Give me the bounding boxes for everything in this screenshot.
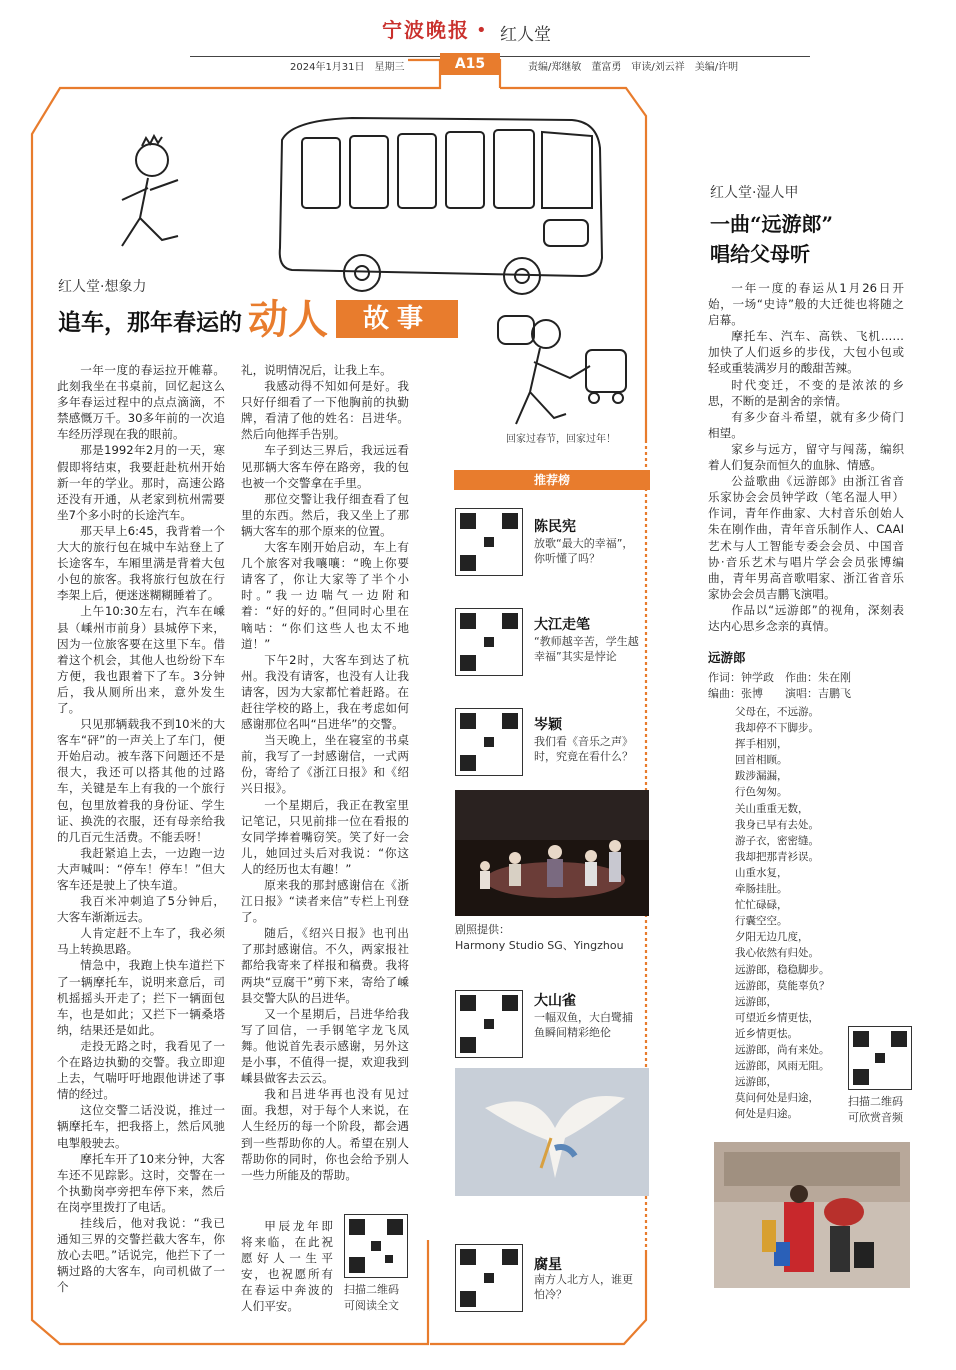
paragraph: 有多少奋斗希望，就有多少倚门相望。 [708,409,904,440]
paragraph: 作品以“远游郎”的视角，深刻表达内心思乡念亲的真情。 [708,602,904,633]
header-dot: • [476,20,487,41]
song-title: 远游郎 [708,650,746,665]
paragraph: 又一个星期后，吕进华给我写了回信，一手钢笔字龙飞凤舞。他说首先表示感谢，另外这是小事，不值得一提，欢迎我到嵊县做客去云云。 [241,1006,409,1086]
paragraph: 上午10:30左右，汽车在嵊县（嵊州市前身）县城停下来，因为一位旅客要在这里下车。借着这个机会，其他人也纷纷下车方便，我也跟着下了车。3分钟后，我从厕所出来，意外发生了。 [57,604,225,715]
qr-code-icon[interactable] [344,1214,408,1278]
paragraph: 只见那辆载我不到10米的大客车“砰”的一声关上了车门，便开始启动。被车落下问题还不是很大，我还可以搭其他的过路车，关键是车上有我的一个旅行包，包里放着我的身份证、学生证、换洗的衣服，还有母亲给我的几百元生活费。不能丢呀！ [57,717,225,844]
paragraph: 时代变迁，不变的是浓浓的乡思，不断的是割舍的亲情。 [708,377,904,408]
paragraph: 公益歌曲《远游郎》由浙江省音乐家协会会员钟学政（笔名湿人甲）作词，青年作曲家、大村音乐创始人朱在刚作曲，青年音乐制作人、CAAI艺术与人工智能专委会会员、中国音协·音乐艺术与唱片学会会员张博编曲，青年男高音歌唱家、浙江省音乐家协会会员吉鹏飞演唱。 [708,474,904,601]
recommend-item-desc: 我们看《音乐之声》时，究竟在看什么？ [534,735,633,763]
lyric-line: 挥手相别， [735,738,788,751]
paragraph: 人肯定赶不上车了，我必须马上转换思路。 [57,926,225,957]
page-number-tab: A15 [440,53,500,75]
paragraph: 挂线后，他对我说：“我已通知三界的交警拦截大客车，你放心去吧。”话说完，他拦下了一辆过路的大客车，向司机做了一个 [57,1215,225,1295]
lyric-line: 远游郎，稳稳脚步。 [735,963,830,976]
qr-code-icon[interactable] [455,608,523,676]
paragraph: 一年一度的春运从1月26日开始，一场“史诗”般的大迁徙也将随之启幕。 [708,281,904,328]
photo-credit-line-1: 剧照提供： [455,923,510,936]
running-man-icon [122,136,178,246]
lyric-line: 我心依然有归处。 [735,947,819,960]
issue-date: 2024年1月31日 星期三 [290,62,405,73]
paragraph: 当天晚上，坐在寝室的书桌前，我写了一封感谢信，一式两份，寄给了《浙江日报》和《绍兴日报》。 [241,733,409,796]
lyric-line: 牵肠挂肚。 [735,883,788,896]
song-lyrics [735,704,865,1122]
paragraph: 我百米冲刺追了5分钟后，大客车渐渐远去。 [57,894,225,925]
lyric-line: 忙忙碌碌， [735,899,788,912]
paragraph: 下午2时，大客车到达了杭州。我没有请客，也没有人让我请客，因为大家都忙着赶路。在赶往学校的路上，我在考虑如何感谢那位名叫“吕进华”的交警。 [241,652,409,732]
traveler-illustration [470,302,650,452]
paragraph: 情急中，我跑上快车道拦下了一辆摩托车，说明来意后，司机摇摇头开走了；拦下一辆面包车，也是如此；又拦下一辆桑塔纳，结果还是如此。 [57,958,225,1037]
lyric-line: 可望近乡情更怯， [735,1011,819,1024]
qr-caption-line-1: 扫描二维码 [344,1283,399,1296]
lyric-line: 山重水复， [735,866,788,879]
lyric-line: 行囊空空。 [735,915,788,928]
recommend-item-name: 陈民宪 [534,519,576,535]
main-kicker: 红人堂·想象力 [58,279,147,295]
song-credits-2: 编曲：张博 演唱：吉鹏飞 [708,687,851,700]
side-headline-line-2: 唱给父母听 [710,242,810,266]
masthead-logo: 宁波晚报 [382,18,470,42]
recommend-item-name: 腐星 [534,1257,562,1273]
lyric-line: 我却把那青衫误。 [735,850,819,863]
paragraph: 原来我的那封感谢信在《浙江日报》“读者来信”专栏上刊登了。 [241,878,409,925]
qr-code-icon[interactable] [848,1026,912,1090]
recommend-item-desc: 一幅双鱼，大白鹭捕鱼瞬间精彩绝伦 [534,1011,633,1039]
side-column [708,280,904,634]
egret-photo [455,1068,649,1196]
lyric-line: 近乡情更怯。 [735,1027,798,1040]
paragraph: 大客车刚开始启动，车上有几个旅客对我嚷嚷：“晚上你要请客了，你让大家等了半个小时。”我一边喘气一边附和着：“好的好的。”但同时心里在嘀咕：“你们这些人也太不地道！” [241,540,409,651]
recommend-item-name: 大山雀 [534,993,576,1009]
lyric-line: 远游郎， [735,995,777,1008]
lyric-line: 行色匆匆。 [735,786,788,799]
header-rule [190,56,810,57]
main-column-2 [241,362,409,1183]
main-headline-part-b: 动人 [248,296,328,343]
lyric-line: 回首相顾。 [735,754,788,767]
lyric-line: 远游郎， [735,1076,777,1089]
recommend-item-name: 大江走笔 [534,617,590,633]
side-kicker: 红人堂·湿人甲 [710,185,799,201]
lyric-line: 莫问何处是归途， [735,1092,819,1105]
qr-caption-line-1: 扫描二维码 [848,1095,903,1108]
paragraph: 家乡与远方，留守与闯荡，编织着人们复杂而恒久的血脉、情感。 [708,441,904,473]
stage-photo [455,790,649,916]
lyric-line: 游子衣，密密缝。 [735,834,819,847]
paragraph: 那天早上6:45，我背着一个大大的旅行包在城中车站登上了长途客车，车厢里满是背着大包小包的旅客。我将旅行包放在行李架上后，便迷迷糊糊睡着了。 [57,523,225,603]
lyric-line: 跋涉漏漏， [735,770,788,783]
paragraph: 走投无路之时，我看见了一个在路边执勤的交警。我立即迎上去，气喘吁吁地跟他讲述了事情的经过。 [57,1038,225,1102]
lyric-line: 夕阳无边几度， [735,931,809,944]
paragraph: 随后，《绍兴日报》也刊出了那封感谢信。不久，两家报社都给我寄来了样报和稿费。我将两块“豆腐干”剪下来，寄给了嵊县交警大队的吕进华。 [241,926,409,1005]
recommend-header: 推荐榜 [454,470,650,490]
editor-credits: 责编/郑继敏 董富勇 审读/刘云祥 美编/许明 [528,62,739,73]
lyric-line: 何处是归途。 [735,1108,798,1121]
main-column-2-end [241,1218,333,1315]
lyric-line: 父母在，不远游。 [735,706,819,718]
paragraph: 摩托车开了10来分钟，大客车还不见踪影。这时，交警在一个执勤岗亭旁把车停下来，然后在岗亭里拨打了电话。 [57,1151,225,1214]
recommend-item-desc: 南方人北方人，谁更怕冷？ [534,1273,633,1301]
paragraph: 那是1992年2月的一天，寒假即将结束，我要赶赴杭州开始新一年的学业。那时，高速公路还没有开通，从老家到杭州需要坐7个多小时的长途汽车。 [57,443,225,522]
station-photo [714,1142,910,1288]
bus-illustration [92,108,612,298]
paragraph: 一个星期后，我正在教室里记笔记，只见前排一位在看报的女同学捧着嘴窃笑。笑了好一会儿，她回过头后对我说：“你这人的经历也太有趣！” [241,797,409,876]
lyric-line: 远游郎，莫能辜负？ [735,979,830,992]
qr-code-icon[interactable] [455,1244,523,1312]
paragraph: 车子到达三界后，我远远看见那辆大客车停在路旁，我的包也被一个交警拿在手里。 [241,443,409,490]
side-headline-line-1: 一曲“远游郎” [710,212,834,236]
paragraph: 摩托车、汽车、高铁、飞机……加快了人们返乡的步伐，大包小包或轻或重装满岁月的酸甜苦辣。 [708,329,904,376]
paragraph: 甲辰龙年即将来临，在此祝愿好人一生平安，也祝愿所有在春运中奔波的人们平安。 [241,1219,333,1314]
qr-code-icon[interactable] [455,708,523,776]
lyric-line: 远游郎，尚有来处。 [735,1043,830,1056]
paragraph: 我赶紧追上去，一边跑一边大声喊叫：“停车！停车！”但大客车还是驶上了快车道。 [57,845,225,892]
paragraph: 我和吕进华再也没有见过面。我想，对于每个人来说，在人生经历的每一个阶段，都会遇到一些帮助你的人。希望在别人帮助你的同时，你也会给予别人一些力所能及的帮助。 [241,1087,409,1182]
paragraph: 那位交警让我仔细查看了包里的东西。然后，我又坐上了那辆大客车的那个原来的位置。 [241,491,409,538]
recommend-item-desc: 放歌“最大的幸福”，你听懂了吗？ [534,537,634,565]
qr-caption-line-2: 可欣赏音频 [848,1111,903,1124]
lyric-line: 远游郎，风雨无阻。 [735,1060,830,1073]
paragraph: 礼，说明情况后，让我上车。 [241,363,392,377]
paragraph: 一年一度的春运拉开帷幕。此刻我坐在书桌前，回忆起这么多年春运过程中的点点滴滴，不禁感慨万千。30多年前的一次追车经历浮现在我的眼前。 [57,363,225,442]
main-headline-part-a: 追车，那年春运的 [58,309,242,336]
song-credits-1: 作词：钟学政 作曲：朱在刚 [708,671,851,684]
lyric-line: 我却停不下脚步。 [735,722,819,735]
recommend-item-name: 岑颖 [534,717,562,733]
recommend-item-desc: “教师越辛苦，学生越幸福”其实是悖论 [534,635,639,663]
paragraph: 我感动得不知如何是好。我只好仔细看了一下他胸前的执勤牌，看清了他的姓名：吕进华。然后向他挥手告别。 [241,379,409,442]
illustration-caption: 回家过春节，回家过年！ [506,434,616,445]
qr-code-icon[interactable] [455,508,523,576]
paragraph: 这位交警二话没说，推过一辆摩托车，把我搭上，然后风驰电掣般驶去。 [57,1103,225,1150]
lyric-line: 关山重重无数， [735,802,809,815]
photo-credit-line-2: Harmony Studio SG、Yingzhou [455,939,624,952]
qr-caption-line-2: 可阅读全文 [344,1299,399,1312]
qr-code-icon[interactable] [455,990,523,1058]
section-name: 红人堂 [500,25,551,45]
lyric-line: 我身已早有去处。 [735,818,819,831]
main-headline-part-c: 故事 [336,300,458,338]
main-column-1 [57,362,225,1295]
